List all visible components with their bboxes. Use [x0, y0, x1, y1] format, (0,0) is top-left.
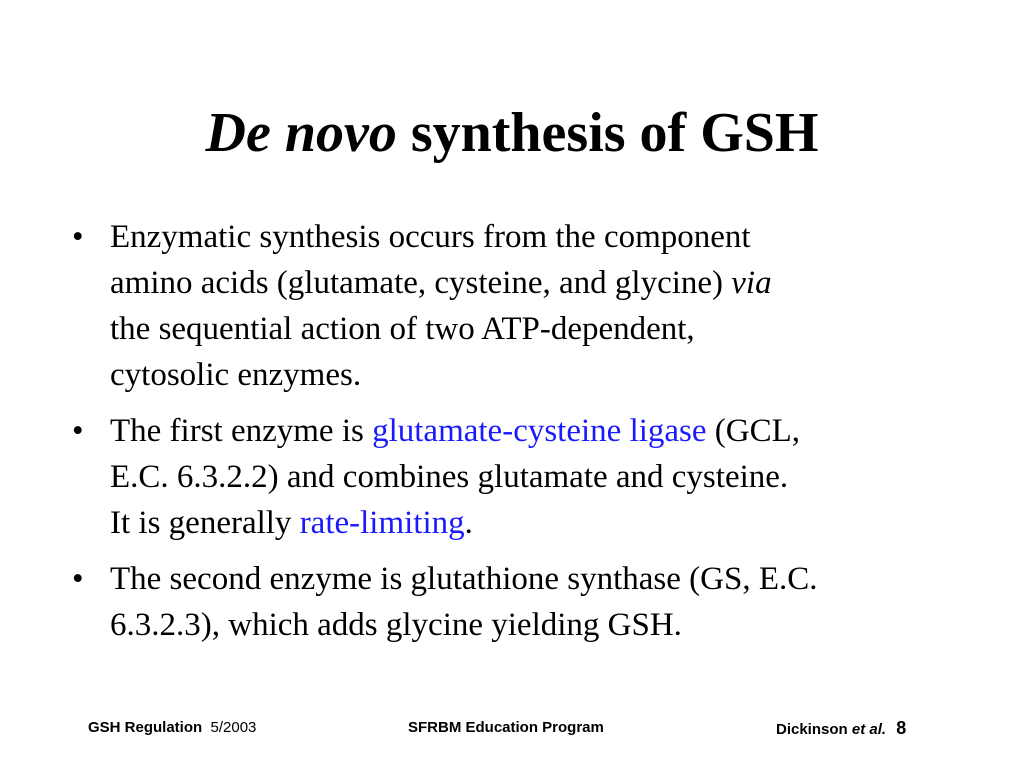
footer-author: Dickinson	[776, 721, 848, 738]
footer-et-al: et al.	[851, 721, 887, 738]
bullet-2-line-2: E.C. 6.3.2.2) and combines glutamate and cysteine.	[110, 459, 789, 495]
bullet-1-line-4: cytosolic enzymes.	[110, 357, 362, 393]
bullet-3-line-1: The second enzyme is glutathione synthase (GS, E.C.	[110, 561, 818, 597]
bullet-2-line-1-b: (GCL,	[714, 413, 801, 449]
bullet-list	[72, 214, 972, 658]
bullet-item-3	[72, 556, 972, 648]
bullet-item-1	[72, 214, 972, 398]
title-italic: De novo	[205, 102, 397, 164]
bullet-marker: •	[72, 219, 84, 255]
footer-center: SFRBM Education Program	[408, 719, 604, 736]
bullet-marker: •	[72, 561, 84, 597]
footer-topic: GSH Regulation	[88, 719, 203, 736]
footer-left	[88, 716, 256, 740]
bullet-item-2	[72, 408, 972, 546]
bullet-2-line-3-b: .	[464, 505, 473, 541]
gcl-highlight: glutamate-cysteine ligase	[372, 413, 707, 449]
page-number: 8	[896, 718, 907, 738]
bullet-marker: •	[72, 413, 84, 449]
title-rest: synthesis of GSH	[410, 102, 819, 164]
bullet-1-line-1: Enzymatic synthesis occurs from the component	[110, 219, 751, 255]
bullet-1-line-3: the sequential action of two ATP-dependent,	[110, 311, 695, 347]
bullet-1-line-2-text: amino acids (glutamate, cysteine, and glycine)	[110, 265, 724, 301]
bullet-1-line-2	[110, 260, 972, 306]
bullet-2-line-3-a: It is generally	[110, 505, 292, 541]
bullet-1-via: via	[731, 265, 772, 301]
footer-right	[776, 716, 906, 740]
bullet-2-line-1-a: The first enzyme is	[110, 413, 364, 449]
footer-date: 5/2003	[210, 719, 257, 736]
bullet-2-line-3	[110, 500, 972, 546]
rate-limiting-highlight: rate-limiting	[299, 505, 465, 541]
bullet-2-line-1	[110, 408, 972, 454]
bullet-3-line-2: 6.3.2.3), which adds glycine yielding GSH.	[110, 607, 682, 643]
slide-title	[0, 98, 1024, 168]
